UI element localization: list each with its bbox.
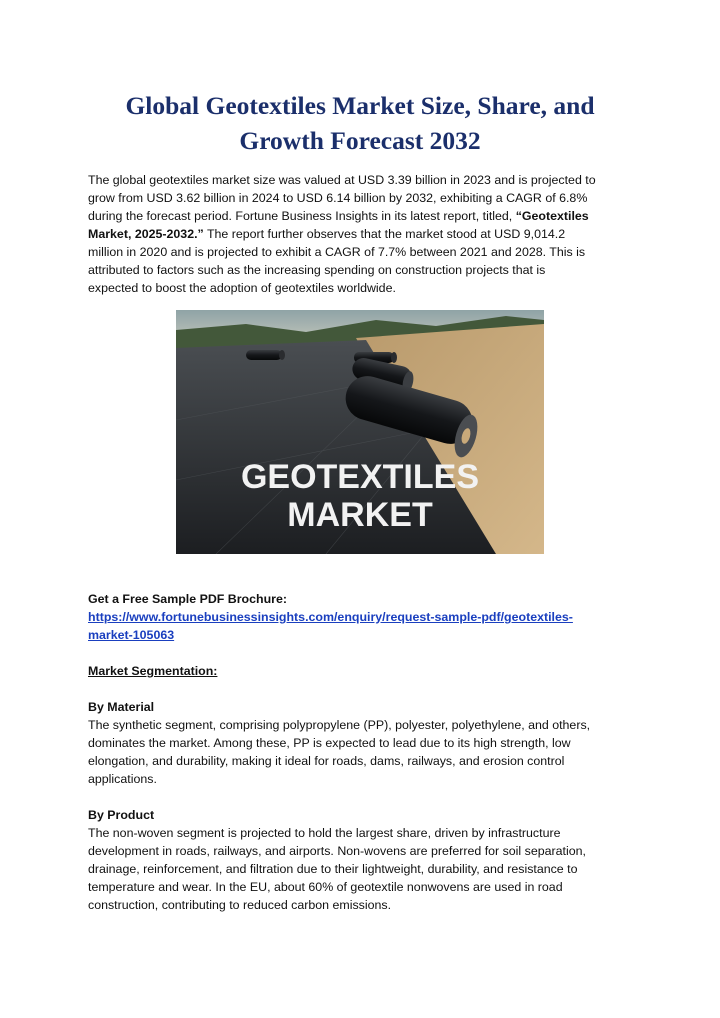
by-product-line-5: construction, contributing to reduced carbon emissions. (88, 898, 392, 912)
title-line-1: Global Geotextiles Market Size, Share, and (125, 91, 595, 120)
title-line-2: Growth Forecast 2032 (239, 126, 481, 155)
by-product-line-4: temperature and wear. In the EU, about 60% of geotextile nonwovens are used in road (88, 880, 563, 894)
intro-line-7: expected to boost the adoption of geotextiles worldwide. (88, 281, 396, 295)
by-product-heading: By Product (88, 808, 155, 822)
brochure-link[interactable] (88, 608, 648, 626)
intro-line-1: The global geotextiles market size was valued at USD 3.39 billion in 2023 and is projected to (88, 173, 596, 187)
segmentation-heading: Market Segmentation: (88, 664, 218, 678)
brochure-link-continued[interactable] (88, 626, 648, 644)
by-material-line-4: applications. (88, 772, 157, 786)
hero-image (176, 310, 544, 554)
brochure-link-line-2[interactable]: market-105063 (88, 628, 175, 642)
geotextile-roll-illustration (176, 310, 544, 554)
by-product-line-3: drainage, reinforcement, and filtration due to their lightweight, durability, and resistance to (88, 862, 578, 876)
report-title-part-1: “Geotextiles (515, 209, 589, 223)
by-product-line-2: development in roads, railways, and airports. Non-wovens are preferred for soil separation, (88, 844, 586, 858)
intro-line-6: attributed to factors such as the increasing spending on construction projects that is (88, 263, 546, 277)
intro-paragraph (88, 171, 648, 297)
intro-line-4-text: The report further observes that the market stood at USD 9,014.2 (203, 227, 566, 241)
small-roll-1 (246, 350, 285, 360)
report-title-part-2: Market, 2025-2032.” (88, 227, 204, 241)
spacer (88, 680, 648, 698)
brochure-link-line-1[interactable]: https://www.fortunebusinessinsights.com/enquiry/request-sample-pdf/geotextiles- (88, 610, 573, 624)
by-product-line-1: The non-woven segment is projected to hold the largest share, driven by infrastructure (88, 826, 561, 840)
intro-line-3 (88, 207, 648, 225)
by-material-line-2: dominates the market. Among these, PP is expected to lead due to its high strength, low (88, 736, 571, 750)
spacer (88, 644, 648, 662)
spacer (88, 788, 648, 806)
intro-line-2: grow from USD 3.62 billion in 2024 to USD 6.14 billion by 2032, exhibiting a CAGR of 6.8% (88, 191, 588, 205)
intro-line-4 (88, 225, 648, 243)
page-title (60, 88, 660, 158)
intro-line-5: million in 2020 and is projected to exhibit a CAGR of 7.7% between 2021 and 2028. This is (88, 245, 586, 259)
by-material-line-1: The synthetic segment, comprising polypropylene (PP), polyester, polyethylene, and others, (88, 718, 591, 732)
overlay-text-line-1: GEOTEXTILES (240, 458, 480, 496)
intro-line-3-text: during the forecast period. Fortune Business Insights in its latest report, titled, (88, 209, 516, 223)
by-material-heading: By Material (88, 700, 155, 714)
document-body (88, 590, 648, 914)
overlay-text-line-2: MARKET (287, 496, 433, 534)
by-material-line-3: elongation, and durability, making it ideal for roads, dams, railways, and erosion control (88, 754, 565, 768)
brochure-label: Get a Free Sample PDF Brochure: (88, 592, 287, 606)
